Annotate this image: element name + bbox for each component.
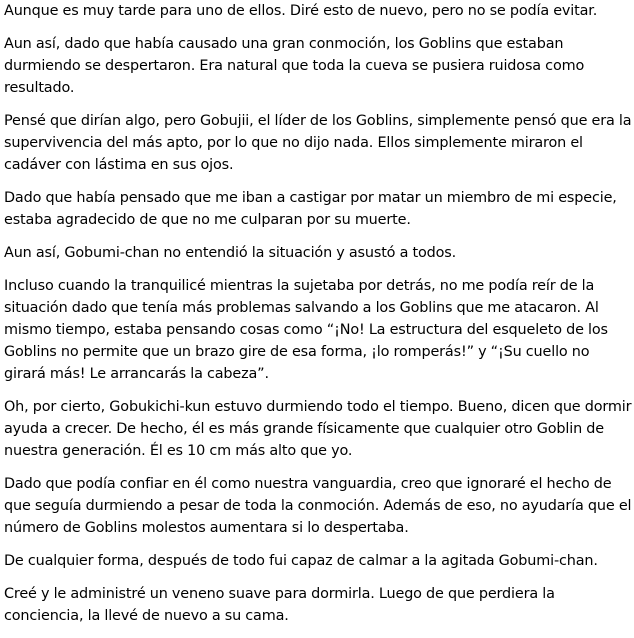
paragraph: Aun así, Gobumi-chan no entendió la situación y asustó a todos. — [4, 245, 457, 261]
paragraph: Incluso cuando la tranquilicé mientras la sujetaba por detrás, no me podía reír de la situación dado que tenía más problemas salvando a los Goblins que me atacaron. Al mismo tiempo, estaba pensando cosas como “¡No! La estructura del esqueleto de los Goblins no permite que un brazo gire de esa forma, ¡lo romperás!” y “¡Su cuello no girará más! Le arrancarás la cabeza”. — [4, 278, 608, 382]
document-body — [4, 0, 632, 638]
paragraph: Oh, por cierto, Gobukichi-kun estuvo durmiendo todo el tiempo. Bueno, dicen que dormir ayuda a crecer. De hecho, él es más grande físicamente que cualquier otro Goblin de nuestra generación. Él es 10 cm más alto que yo. — [4, 399, 632, 459]
paragraph: Aun así, dado que había causado una gran conmoción, los Goblins que estaban durmiendo se despertaron. Era natural que toda la cueva se pusiera ruidosa como resultado. — [4, 36, 585, 96]
paragraph: Creé y le administré un veneno suave para dormirla. Luego de que perdiera la conciencia, la llevé de nuevo a su cama. — [4, 586, 555, 624]
paragraph: De cualquier forma, después de todo fui capaz de calmar a la agitada Gobumi-chan. — [4, 553, 598, 569]
paragraph: Pensé que dirían algo, pero Gobujii, el líder de los Goblins, simplemente pensó que era la supervivencia del más apto, por lo que no dijo nada. Ellos simplemente miraron el cadáver con lástima en sus ojos. — [4, 113, 632, 173]
paragraph: Aunque es muy tarde para uno de ellos. Diré esto de nuevo, pero no se podía evitar. — [4, 3, 598, 19]
paragraph: Dado que podía confiar en él como nuestra vanguardia, creo que ignoraré el hecho de que seguía durmiendo a pesar de toda la conmoción. Además de eso, no ayudaría que el número de Goblins molestos aumentara si lo despertaba. — [4, 476, 632, 536]
paragraph: Dado que había pensado que me iban a castigar por matar un miembro de mi especie, estaba agradecido de que no me culparan por su muerte. — [4, 190, 617, 228]
